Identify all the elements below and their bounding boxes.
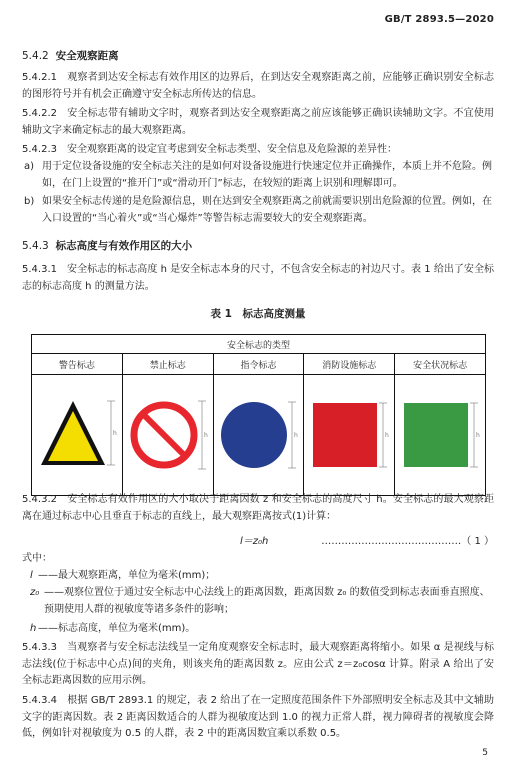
definition-text: ——标志高度，单位为毫米(mm)。: [38, 623, 196, 634]
list-text: 如果安全标志传递的是危险源信息，则在达到安全观察距离之前就需要识别出危险源的位置。例如，在入口设置的“当心着火”或“当心爆炸”等警告标志需要较大的安全观察距离。: [42, 196, 492, 224]
list-marker: a): [24, 161, 35, 172]
column-header-warning: 警告标志: [32, 354, 123, 375]
paragraph-5-4-2-3: 5.4.2.3 安全观察距离的设定宜考虑到安全标志类型、安全信息及危险源的差异性：: [22, 144, 397, 155]
fire-sign-cell: [304, 375, 395, 496]
formula: l＝z₀h: [240, 536, 269, 547]
fire-square-icon: [307, 395, 391, 475]
definition-symbol: l: [30, 570, 33, 581]
sign-height-table: [31, 334, 486, 496]
paragraph-5-4-3-4: 5.4.3.4 根据 GB/T 2893.1 的规定，表 2 给出了在一定照度范围条件下外部照明安全标志及其中文辅助文字的距离因数。表 2 距离因数适合的人群为视敏度达到 1.0 的视力正常人群，视力障碍者的视敏度会降低，例如针对视敏度为 0.5 的人群，表 2 中的距离因数宜乘以系数 0.5。: [22, 695, 494, 739]
column-header-fire: 消防设施标志: [304, 354, 395, 375]
where-label: 式中：: [22, 553, 52, 564]
dimension-label: h: [112, 430, 117, 437]
list-item-b: [24, 194, 494, 227]
mandatory-sign-cell: [213, 375, 304, 496]
definition-text: ——最大观察距离，单位为毫米(mm)；: [38, 570, 216, 581]
definition-text: ——观察位置位于通过安全标志中心法线上的距离因数，距离因数 z₀ 的数值受到标志表面垂直照度、预期使用人群的视敏度等诸多条件的影响；: [44, 587, 490, 615]
prohibition-circle-icon: [126, 395, 210, 475]
warning-sign-cell: [32, 375, 123, 496]
column-header-prohibition: 禁止标志: [122, 354, 213, 375]
safe-condition-sign-cell: [395, 375, 486, 496]
definition-symbol: h: [30, 623, 37, 634]
table-group-header: 安全标志的类型: [32, 335, 486, 354]
warning-triangle-icon: [35, 395, 119, 475]
column-header-mandatory: 指令标志: [213, 354, 304, 375]
list-text: 用于定位设备设施的安全标志关注的是如何对设备设施进行快速定位并正确操作，本质上并不危险。例如，在门上设置的“推开门”或“滑动开门”标志，在较短的距离上识别和理解即可。: [42, 161, 492, 189]
section-number: 5.4.2: [22, 50, 49, 62]
paragraph-5-4-3-2: 5.4.3.2 安全标志有效作用区的大小取决于距离因数 z 和安全标志的高度尺寸 h。安全标志的最大观察距离在通过标志中心且垂直于标志的直线上，最大观察距离按式(1)计算：: [22, 494, 494, 522]
table-caption: 表 1 标志高度测量: [210, 308, 306, 320]
column-header-safe-condition: 安全状况标志: [395, 354, 486, 375]
dimension-label: h: [385, 432, 390, 439]
dimension-label: h: [294, 432, 299, 439]
safe-condition-square-icon: [398, 395, 482, 475]
paragraph-5-4-3-3: 5.4.3.3 当观察者与安全标志法线呈一定角度观察安全标志时，最大观察距离将缩小。如果 α 是视线与标志法线(位于标志中心点)间的夹角，则该夹角的距离因数 z。应由公式 z＝z₀cosα 计算。附录 A 给出了安全标志距离因数的应用示例。: [22, 642, 494, 686]
paragraph-5-4-2-1: 5.4.2.1 观察者到达安全标志有效作用区的边界后，在到达安全观察距离之前，应能够正确识别安全标志的图形符号并有机会正确遵守安全标志所传达的信息。: [22, 72, 494, 100]
list-marker: b): [24, 196, 35, 207]
page-number: 5: [482, 748, 488, 758]
prohibition-sign-cell: [122, 375, 213, 496]
list-item-a: [24, 159, 494, 192]
formula-number: ……………………………………（ 1 ）: [321, 536, 494, 547]
section-number: 5.4.3: [22, 240, 49, 252]
paragraph-5-4-2-2: 5.4.2.2 安全标志带有辅助文字时，观察者到达安全观察距离之前应该能够正确识读辅助文字。不宜使用辅助文字来确定标志的最大观察距离。: [22, 108, 494, 136]
standard-header: GB/T 2893.5—2020: [384, 14, 494, 25]
dimension-label: h: [476, 432, 480, 439]
section-heading-5-4-2: [22, 48, 119, 63]
section-title: 标志高度与有效作用区的大小: [55, 240, 193, 252]
definition-symbol: z₀: [30, 587, 40, 598]
dimension-label: h: [203, 432, 208, 439]
section-heading-5-4-3: [22, 238, 192, 253]
mandatory-circle-icon: [216, 395, 300, 475]
section-title: 安全观察距离: [55, 50, 119, 62]
paragraph-5-4-3-1: 5.4.3.1 安全标志的标志高度 h 是安全标志本身的尺寸，不包含安全标志的衬边尺寸。表 1 给出了安全标志的标志高度 h 的测量方法。: [22, 264, 494, 292]
